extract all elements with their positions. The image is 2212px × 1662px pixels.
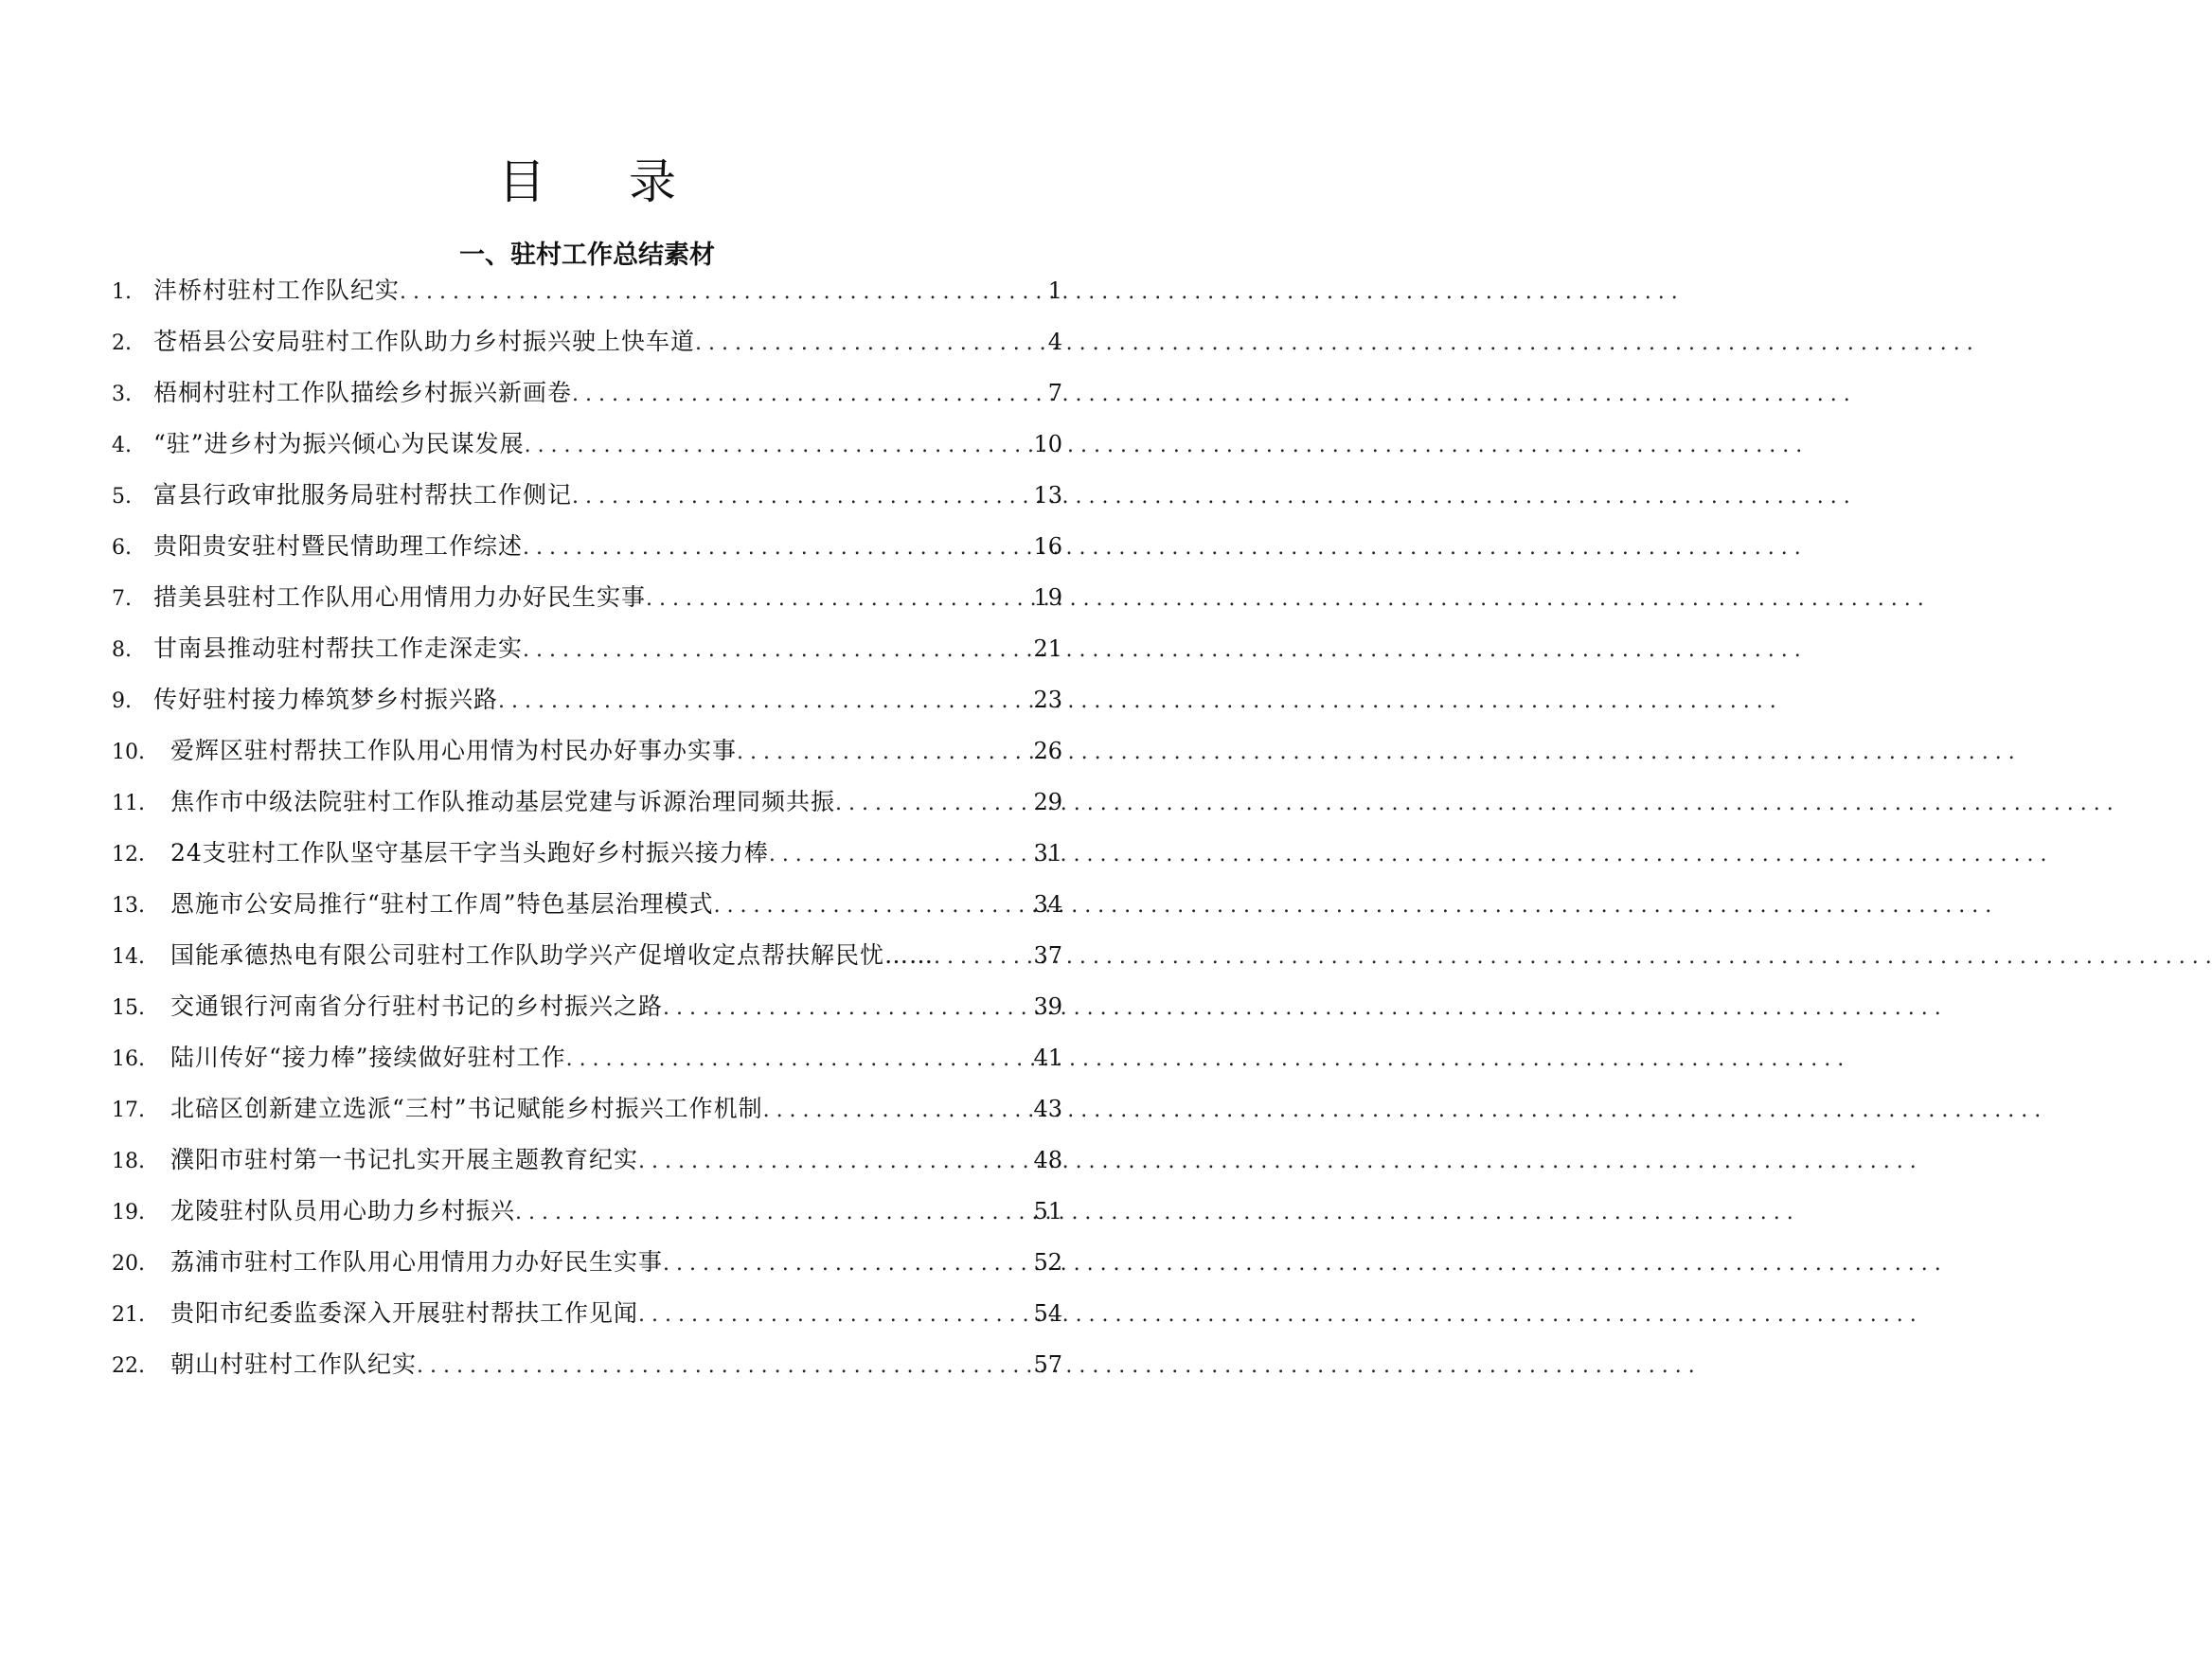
toc-dot-leader	[523, 523, 1033, 574]
page-title: 目 录	[498, 153, 710, 209]
toc-entry[interactable]	[112, 316, 1062, 367]
toc-entry-title: 沣桥村驻村工作队纪实	[153, 277, 401, 304]
toc-entry-page-number: 10	[1033, 431, 1062, 457]
toc-entry-title: 濮阳市驻村第一书记扎实开展主题教育纪实	[170, 1146, 639, 1173]
toc-entry-page-number: 57	[1033, 1351, 1062, 1378]
toc-entry[interactable]	[112, 419, 1062, 470]
toc-entry[interactable]	[112, 725, 1062, 777]
toc-entry-page-number: 23	[1033, 687, 1062, 713]
toc-entry-number: 18.	[112, 1150, 145, 1173]
toc-entry-page-number: 13	[1033, 482, 1062, 509]
toc-entry-number: 14.	[112, 945, 145, 969]
toc-dot-leader	[572, 472, 1033, 523]
toc-entry-page-number: 34	[1033, 891, 1062, 918]
toc-entry-title: 富县行政审批服务局驻村帮扶工作侧记	[153, 481, 573, 509]
toc-entry-page-number: 54	[1033, 1300, 1062, 1327]
toc-dot-leader	[695, 318, 1048, 369]
toc-entry-title: 国能承德热电有限公司驻村工作队助学兴产促增收定点帮扶解民忧……	[170, 941, 935, 969]
toc-entry[interactable]	[112, 1083, 1062, 1135]
toc-entry-page-number: 26	[1033, 738, 1062, 764]
toc-entry-number: 5.	[112, 485, 132, 509]
toc-entry-title: 梧桐村驻村工作队描绘乡村振兴新画卷	[153, 379, 573, 406]
toc-entry[interactable]	[112, 674, 1062, 725]
toc-entry-number: 15.	[112, 996, 145, 1020]
toc-entry[interactable]	[112, 572, 1062, 623]
toc-entry-page-number: 4	[1047, 329, 1062, 355]
toc-entry-number: 22.	[112, 1354, 145, 1378]
toc-dot-leader	[663, 1239, 1033, 1290]
toc-entry[interactable]	[112, 367, 1062, 419]
table-of-contents	[112, 265, 1062, 1390]
toc-entry[interactable]	[112, 265, 1062, 316]
toc-entry-page-number: 21	[1033, 635, 1062, 662]
toc-entry-number: 19.	[112, 1201, 145, 1224]
toc-dot-leader	[934, 932, 1033, 983]
toc-entry[interactable]	[112, 623, 1062, 674]
toc-entry-page-number: 41	[1033, 1045, 1062, 1071]
toc-dot-leader	[638, 1136, 1033, 1188]
toc-entry-title: 焦作市中级法院驻村工作队推动基层党建与诉源治理同频共振	[170, 788, 836, 815]
toc-entry-page-number: 43	[1033, 1096, 1062, 1122]
toc-entry-title: 贵阳贵安驻村暨民情助理工作综述	[153, 532, 524, 560]
toc-entry-title: 龙陵驻村队员用心助力乡村振兴	[170, 1197, 516, 1224]
toc-entry-page-number: 51	[1033, 1198, 1062, 1224]
toc-entry-page-number: 29	[1033, 789, 1062, 815]
toc-entry[interactable]	[112, 828, 1062, 879]
toc-entry-title: “驻”进乡村为振兴倾心为民谋发展	[153, 430, 525, 457]
toc-dot-leader	[498, 676, 1033, 727]
toc-entry-title: 爱辉区驻村帮扶工作队用心用情为村民办好事办实事	[170, 737, 738, 764]
toc-entry-number: 9.	[112, 689, 132, 713]
toc-entry-title: 交通银行河南省分行驻村书记的乡村振兴之路	[170, 992, 664, 1020]
toc-entry-number: 6.	[112, 536, 132, 560]
toc-entry-number: 21.	[112, 1303, 145, 1327]
toc-entry-number: 4.	[112, 434, 132, 457]
toc-entry-title: 贵阳市纪委监委深入开展驻村帮扶工作见闻	[170, 1299, 639, 1327]
toc-dot-leader	[714, 881, 1034, 932]
toc-dot-leader	[737, 727, 1033, 778]
toc-entry[interactable]	[112, 930, 1062, 981]
toc-entry-page-number: 16	[1033, 533, 1062, 560]
toc-dot-leader	[572, 369, 1048, 420]
toc-dot-leader	[400, 267, 1048, 318]
toc-entry[interactable]	[112, 1186, 1062, 1237]
toc-entry[interactable]	[112, 777, 1062, 828]
toc-dot-leader	[525, 420, 1034, 472]
toc-entry[interactable]	[112, 879, 1062, 930]
toc-entry-number: 13.	[112, 894, 145, 918]
toc-dot-leader	[835, 778, 1033, 830]
section-heading: 一、驻村工作总结素材	[459, 241, 715, 271]
toc-entry-title: 苍梧县公安局驻村工作队助力乡村振兴驶上快车道	[153, 328, 696, 355]
toc-entry-number: 20.	[112, 1252, 145, 1276]
toc-entry-number: 2.	[112, 331, 132, 355]
toc-entry-number: 1.	[112, 280, 132, 304]
toc-dot-leader	[566, 1034, 1034, 1085]
toc-entry-title: 措美县驻村工作队用心用情用力办好民生实事	[153, 583, 647, 611]
toc-dot-leader	[417, 1341, 1033, 1392]
toc-entry-number: 8.	[112, 638, 132, 662]
toc-entry-page-number: 48	[1033, 1147, 1062, 1173]
toc-entry[interactable]	[112, 1288, 1062, 1339]
toc-entry-page-number: 31	[1033, 840, 1062, 867]
toc-entry-page-number: 37	[1033, 942, 1062, 969]
toc-entry-title: 恩施市公安局推行“驻村工作周”特色基层治理模式	[170, 890, 714, 918]
toc-entry-page-number: 19	[1033, 584, 1062, 611]
toc-entry[interactable]	[112, 470, 1062, 521]
toc-entry-page-number: 39	[1033, 993, 1062, 1020]
toc-entry-page-number: 7	[1047, 380, 1062, 406]
toc-entry[interactable]	[112, 1032, 1062, 1083]
toc-entry[interactable]	[112, 1237, 1062, 1288]
toc-dot-leader	[663, 983, 1033, 1034]
toc-entry-title: 24支驻村工作队坚守基层干字当头跑好乡村振兴接力棒	[170, 839, 769, 867]
toc-dot-leader	[769, 830, 1034, 881]
toc-entry-number: 3.	[112, 383, 132, 406]
toc-entry-title: 朝山村驻村工作队纪实	[170, 1350, 418, 1378]
toc-entry-title: 陆川传好“接力棒”接续做好驻村工作	[170, 1044, 566, 1071]
toc-entry[interactable]	[112, 1339, 1062, 1390]
toc-entry-number: 17.	[112, 1099, 145, 1122]
toc-dot-leader	[638, 1290, 1033, 1341]
toc-dot-leader	[646, 574, 1033, 625]
toc-entry[interactable]	[112, 1135, 1062, 1186]
toc-entry[interactable]	[112, 521, 1062, 572]
toc-entry[interactable]	[112, 981, 1062, 1032]
toc-dot-leader	[523, 625, 1033, 676]
toc-entry-title: 荔浦市驻村工作队用心用情用力办好民生实事	[170, 1248, 664, 1276]
toc-entry-number: 16.	[112, 1047, 145, 1071]
toc-entry-title: 北碚区创新建立选派“三村”书记赋能乡村振兴工作机制	[170, 1095, 763, 1122]
toc-entry-title: 甘南县推动驻村帮扶工作走深走实	[153, 634, 524, 662]
toc-entry-title: 传好驻村接力棒筑梦乡村振兴路	[153, 686, 499, 713]
toc-entry-number: 11.	[112, 792, 145, 815]
toc-dot-leader	[763, 1085, 1034, 1136]
toc-entry-page-number: 52	[1033, 1249, 1062, 1276]
toc-entry-page-number: 1	[1047, 277, 1062, 304]
toc-dot-leader	[515, 1188, 1033, 1239]
toc-entry-number: 7.	[112, 587, 132, 611]
toc-entry-number: 10.	[112, 741, 145, 764]
toc-entry-number: 12．	[112, 843, 159, 867]
